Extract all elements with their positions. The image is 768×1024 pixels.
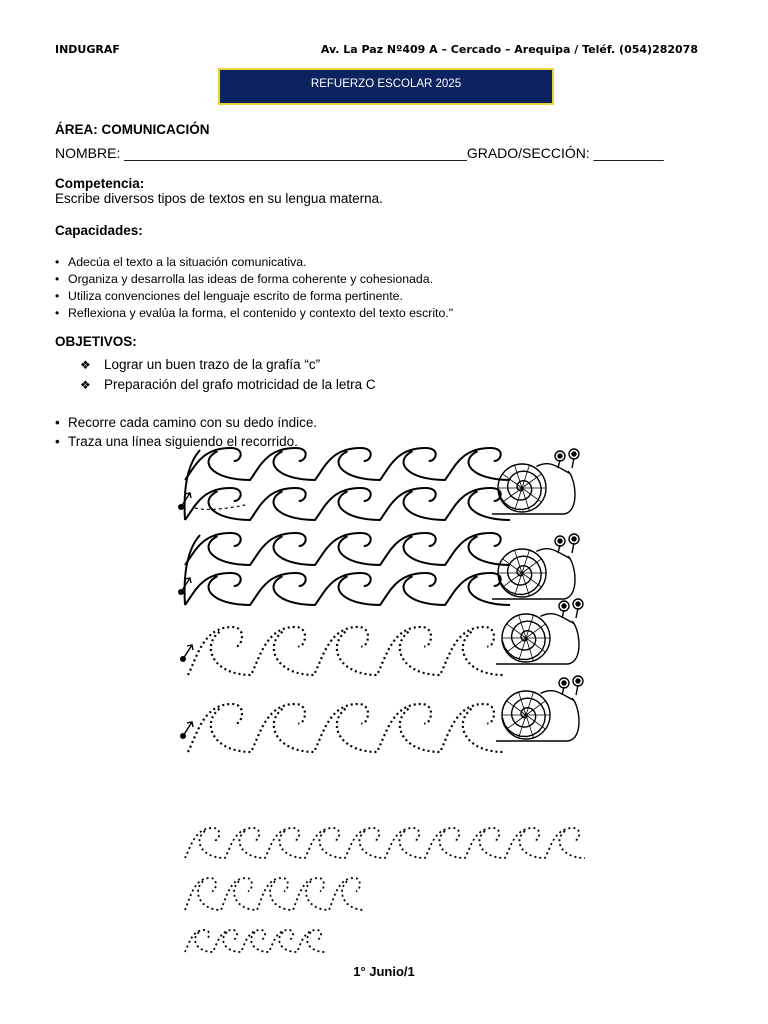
diamond-bullet-icon: ❖ (80, 378, 91, 392)
header-address: Av. La Paz Nº409 A – Cercado – Arequipa / Teléf. (054)282078 (320, 43, 698, 56)
snail-illustration (496, 676, 583, 741)
tracing-path-row (188, 704, 503, 752)
header-company: INDUGRAF (55, 43, 120, 56)
list-item: • Adecúa el texto a la situación comunicativa. (55, 254, 453, 271)
diamond-bullet-icon: ❖ (80, 358, 91, 372)
competencia-text: Escribe diversos tipos de textos en su lengua materna. (55, 191, 383, 206)
competencia-label: Competencia: (55, 176, 145, 191)
list-item: ❖ Lograr un buen trazo de la grafía “c” (77, 355, 376, 375)
start-arrow-icon (181, 722, 194, 739)
tracing-path-row (185, 448, 510, 520)
tracing-path-row (185, 533, 510, 605)
snail-illustration (492, 449, 579, 514)
list-item: • Reflexiona y evalúa la forma, el contenido y contexto del texto escrito." (55, 305, 453, 322)
capacidades-label: Capacidades: (55, 223, 143, 238)
list-item: • Utiliza convenciones del lenguaje escrito de forma pertinente. (55, 288, 453, 305)
list-item: • Traza una línea siguiendo el recorrido. (55, 432, 317, 451)
practice-wave-row (185, 878, 365, 910)
list-item: • Recorre cada camino con su dedo índice. (55, 413, 317, 432)
page-footer: 1° Junio/1 (353, 964, 415, 979)
snail-illustration (496, 599, 583, 664)
practice-wave-row (185, 828, 585, 858)
list-item: ❖ Preparación del grafo motricidad de la letra C (77, 375, 376, 395)
name-grade-line: NOMBRE: ____________________________________________GRADO/SECCIÓN: _________ (55, 145, 664, 161)
title-banner: REFUERZO ESCOLAR 2025 (218, 68, 554, 105)
objetivos-label: OBJETIVOS: (55, 334, 137, 349)
start-arrow-icon (181, 645, 194, 662)
snail-illustration (492, 534, 579, 599)
practice-wave-row (185, 930, 325, 952)
area-heading: ÁREA: COMUNICACIÓN (55, 122, 210, 137)
list-item: • Organiza y desarrolla las ideas de forma coherente y cohesionada. (55, 271, 453, 288)
tracing-path-row (188, 627, 503, 675)
